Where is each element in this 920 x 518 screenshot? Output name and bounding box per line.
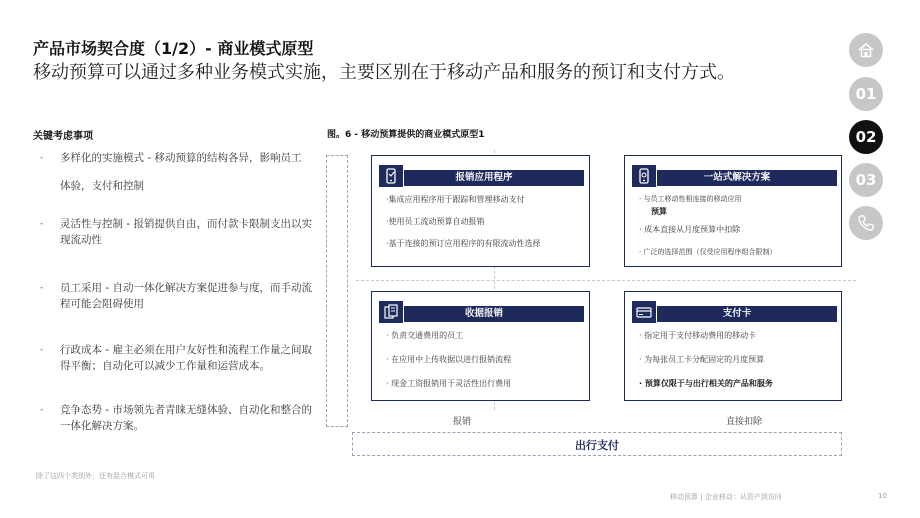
card-bullet: · 与员工移动性相连接的移动应用: [639, 195, 742, 203]
card-header: [637, 306, 837, 322]
home-icon: [856, 40, 876, 60]
dashed-vertical-bracket: [326, 155, 348, 427]
card-bullet-list: [386, 194, 583, 260]
card-bullet-list: [639, 194, 835, 264]
consideration-item: [40, 280, 315, 312]
considerations-heading: 关键考虑事项: [33, 131, 93, 142]
bullet-dash: -: [40, 283, 44, 293]
consideration-text: 灵活性与控制 - 报销提供自由，而付款卡限制支出以实现流动性: [60, 218, 312, 246]
card-title: 收据报销: [464, 308, 503, 319]
card-bullet: · 现金工资报销用于灵活性出行费用: [386, 379, 512, 388]
card-expense-app: [371, 155, 590, 267]
consideration-text: 员工采用 - 自动一体化解决方案促进参与度，而手动流程可能会阻碍使用: [60, 282, 312, 310]
consideration-text: 多样化的实施模式 - 移动预算的结构各异，影响员工: [60, 152, 302, 164]
card-title: 一站式解决方案: [703, 172, 771, 183]
quadrant-divider-horizontal: [356, 280, 856, 281]
receipts-icon: [378, 300, 404, 324]
card-bullet-list: [386, 330, 583, 400]
consideration-text: 行政成本 - 雇主必须在用户友好性和流程工作量之间取得平衡；自动化可以减少工作量和运营成本。: [60, 344, 312, 372]
card-bullet-list: [639, 330, 835, 400]
footer-text: 移动预算 | 企业移动：从资产到访问: [670, 493, 782, 501]
phone-booking-icon: [631, 164, 657, 188]
consideration-item: [40, 150, 315, 194]
card-bullet: · 为每张员工卡分配固定的月度预算: [639, 355, 765, 364]
card-bullet: · 负责交通费用的员工: [386, 331, 464, 340]
nav-home-button[interactable]: [849, 33, 883, 67]
card-bullet: · 预算仅限于与出行相关的产品和服务: [639, 379, 773, 388]
card-one-stop-solution: [624, 155, 842, 267]
nav-section-02[interactable]: 02: [849, 120, 883, 154]
consideration-text: 竞争态势 - 市场领先者青睐无缝体验、自动化和整合的一体化解决方案。: [60, 404, 312, 432]
bullet-dash: -: [40, 405, 44, 415]
card-header: [637, 170, 837, 186]
consideration-text-continued: 体验，支付和控制: [60, 180, 144, 192]
card-title: 支付卡: [722, 308, 752, 319]
card-bullet: ·基于连接的预订应用程序的有限流动性选择: [386, 239, 541, 248]
figure-title: 图。6 - 移动预算提供的商业模式原型1: [327, 130, 485, 140]
card-bullet: · 在应用中上传收据以进行报销流程: [386, 355, 512, 364]
card-header: [384, 170, 584, 186]
card-bullet: ·使用员工流动预算自动报销: [386, 217, 485, 226]
consideration-item: [40, 402, 315, 434]
travel-payment-bar: [352, 432, 842, 456]
nav-section-01[interactable]: 01: [849, 77, 883, 111]
consideration-item: [40, 342, 315, 374]
footnote: 除了这四个类别外，还有混合模式可用: [36, 472, 155, 480]
mobile-app-icon: [378, 164, 404, 188]
bullet-dash: -: [40, 345, 44, 355]
card-title: 报销应用程序: [455, 172, 513, 183]
card-payment-card: [624, 291, 842, 401]
page-subtitle: 移动预算可以通过多种业务模式实施，主要区别在于移动产品和服务的预订和支付方式。: [33, 62, 735, 83]
bullet-dash: -: [40, 153, 44, 163]
card-bullet: ·集成应用程序用于跟踪和管理移动支付: [386, 195, 525, 204]
card-bullet: · 广泛的选择范围（仅受应用程序组合限制）: [639, 248, 777, 256]
consideration-item: [40, 216, 315, 248]
phone-icon: [857, 214, 875, 232]
payment-card-icon: [631, 300, 657, 324]
card-bullet: · 成本直接从月度预算中扣除: [639, 225, 741, 234]
page-title: 产品市场契合度（1/2）- 商业模式原型: [33, 39, 314, 58]
travel-payment-label: 出行支付: [575, 439, 619, 452]
card-bullet-continued: 预算: [651, 207, 667, 216]
card-bullet: · 指定用于支付移动费用的移动卡: [639, 331, 757, 340]
column-label-reimbursement: 报销: [453, 417, 472, 427]
nav-contact-button[interactable]: [849, 206, 883, 240]
considerations-list: [40, 150, 315, 456]
card-receipt-reimbursement: [371, 291, 590, 401]
nav-section-03[interactable]: 03: [849, 163, 883, 197]
bullet-dash: -: [40, 219, 44, 229]
column-label-direct-deduction: 直接扣除: [726, 417, 763, 427]
card-header: [384, 306, 584, 322]
page-number: 10: [878, 492, 887, 500]
